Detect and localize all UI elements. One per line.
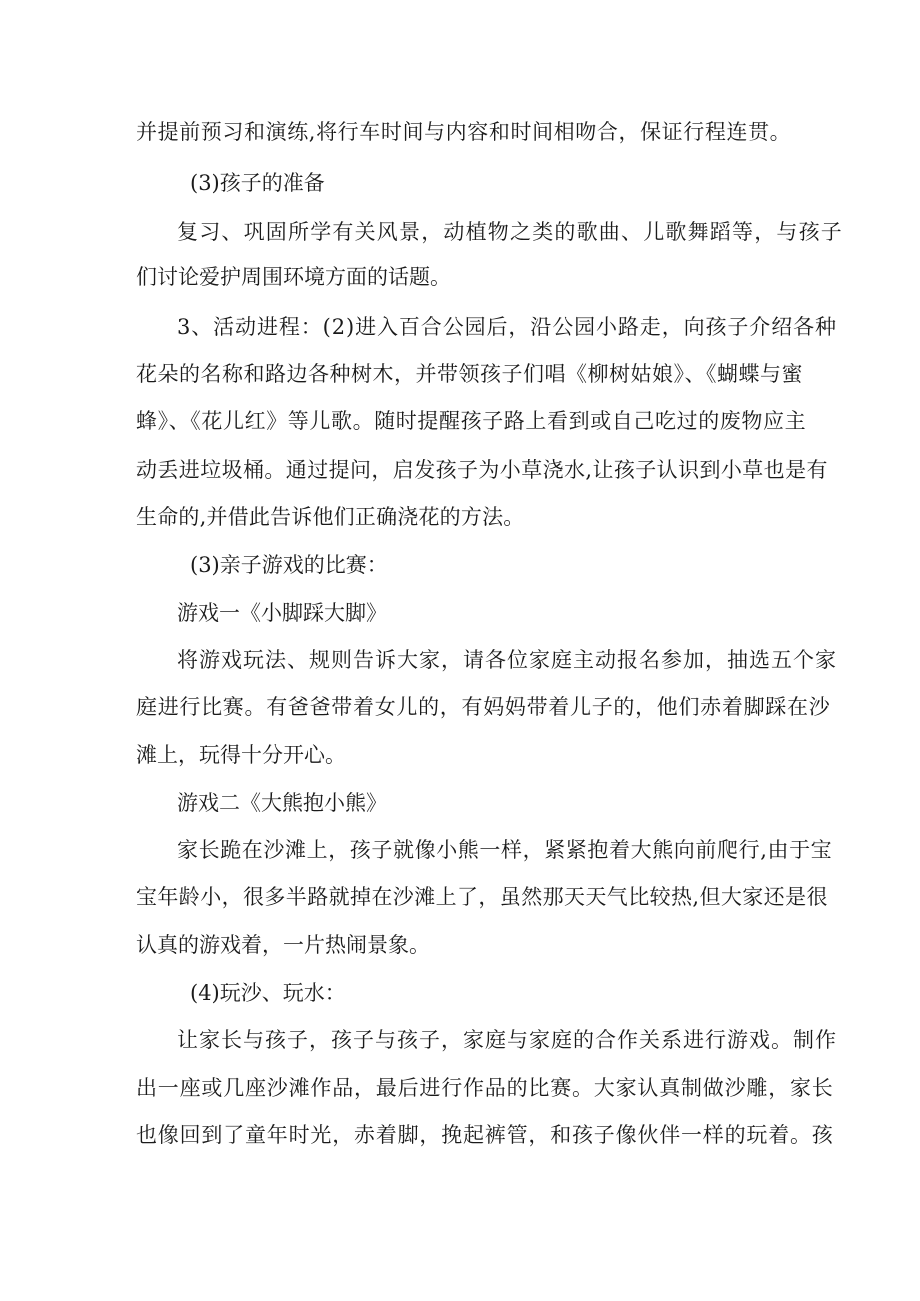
paragraph-line: 滩上，玩得十分开心。 <box>136 743 346 767</box>
section-heading: (3)亲子游戏的比赛： <box>190 553 388 577</box>
paragraph-line: 复习、巩固所学有关风景，动植物之类的歌曲、儿歌舞蹈等，与孩子 <box>177 220 843 244</box>
paragraph-line: 出一座或几座沙滩作品，最后进行作品的比赛。大家认真制做沙雕，家长 <box>136 1076 834 1100</box>
section-heading: (3)孩子的准备 <box>190 171 325 195</box>
game-title: 游戏一《小脚踩大脚》 <box>177 601 387 625</box>
paragraph-line: 也像回到了童年时光，赤着脚，挽起裤管，和孩子像伙伴一样的玩着。孩 <box>136 1123 834 1147</box>
paragraph-line: 让家长与孩子，孩子与孩子，家庭与家庭的合作关系进行游戏。制作 <box>177 1028 837 1052</box>
paragraph-line: 蜂》、《花儿红》等儿歌。随时提醒孩子路上看到或自己吃过的废物应主 <box>136 409 807 433</box>
paragraph-line: 生命的,并借此告诉他们正确浇花的方法。 <box>136 505 525 529</box>
paragraph-line: 们讨论爱护周围环境方面的话题。 <box>136 265 451 289</box>
paragraph-line: 3、活动进程：(2)进入百合公园后，沿公园小路走，向孩子介绍各种 <box>177 315 837 339</box>
paragraph-line: 并提前预习和演练,将行车时间与内容和时间相吻合，保证行程连贯。 <box>136 120 792 144</box>
paragraph-line: 花朵的名称和路边各种树木，并带领孩子们唱《柳树姑娘》、《蝴蝶与蜜 <box>136 362 803 386</box>
paragraph-line: 认真的游戏着，一片热闹景象。 <box>136 933 430 957</box>
paragraph-line: 庭进行比赛。有爸爸带着女儿的，有妈妈带着儿子的，他们赤着脚踩在沙 <box>136 695 831 719</box>
section-heading: (4)玩沙、玩水： <box>190 981 346 1005</box>
paragraph-line: 家长跪在沙滩上，孩子就像小熊一样，紧紧抱着大熊向前爬行,由于宝 <box>177 838 833 862</box>
paragraph-line: 将游戏玩法、规则告诉大家，请各位家庭主动报名参加，抽选五个家 <box>177 648 837 672</box>
paragraph-line: 宝年龄小，很多半路就掉在沙滩上了，虽然那天天气比较热,但大家还是很 <box>136 885 828 909</box>
game-title: 游戏二《大熊抱小熊》 <box>177 791 387 815</box>
paragraph-line: 动丢进垃圾桶。通过提问，启发孩子为小草浇水,让孩子认识到小草也是有 <box>136 458 828 482</box>
